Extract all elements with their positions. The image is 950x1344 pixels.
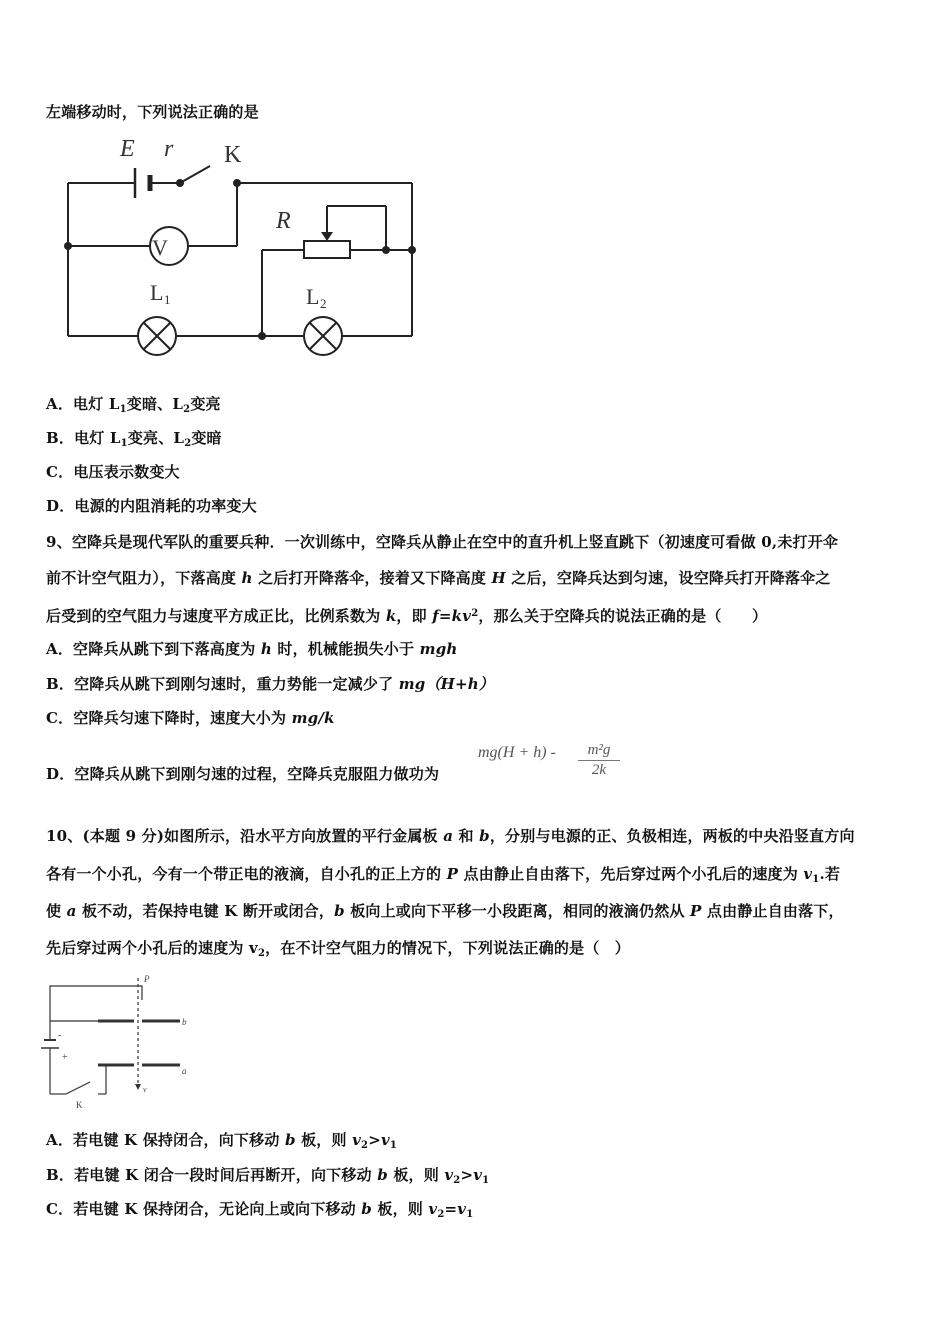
label-b: b bbox=[182, 1017, 187, 1027]
label-plus: + bbox=[62, 1052, 68, 1063]
q9-stem-line2: 前不计空气阻力），下落高度 h 之后打开降落伞，接着又下降高度 H 之后，空降兵达到匀速，设空降兵打开降落伞之 bbox=[46, 569, 831, 587]
label-minus: - bbox=[58, 1030, 62, 1041]
switch-k-blade-2 bbox=[66, 1082, 90, 1094]
q10-stem-line3: 使 a 板不动，若保持电键 K 断开或闭合，b 板向上或向下平移一小段距离，相同的液滴仍然从 P 点由静止自由落下， bbox=[46, 902, 844, 920]
label-l1-sub: 1 bbox=[164, 292, 171, 307]
intro-text: 左端移动时，下列说法正确的是 bbox=[46, 103, 259, 121]
q9-option-b: B．空降兵从跳下到刚匀速时，重力势能一定减少了 mg（H+h） bbox=[46, 675, 495, 693]
capacitor-diagram bbox=[40, 970, 200, 1114]
label-l2: L bbox=[306, 284, 320, 309]
label-v: v bbox=[143, 1085, 147, 1094]
label-p: P bbox=[144, 974, 150, 984]
label-k: K bbox=[224, 142, 242, 168]
q9-option-d-formula: mg(H + h) - bbox=[478, 744, 556, 761]
q9-option-a: A．空降兵从跳下到下落高度为 h 时，机械能损失小于 mgh bbox=[46, 640, 458, 658]
q8-option-b: B．电灯 $L_1$变亮、$L_2$变暗 bbox=[46, 429, 222, 449]
fraction-denominator: 2k bbox=[591, 762, 607, 778]
label-e: E bbox=[120, 136, 135, 162]
q8-option-d: D．电源的内阻消耗的功率变大 bbox=[46, 497, 257, 515]
fraction-numerator: m²g bbox=[578, 742, 620, 761]
q10-option-c: C．若电键 K 保持闭合，无论向上或向下移动 b 板，则 $v_2=v_1$ bbox=[46, 1200, 474, 1220]
q9-option-c: C．空降兵匀速下降时，速度大小为 mg/k bbox=[46, 709, 335, 727]
label-a: a bbox=[182, 1066, 187, 1076]
q10-stem-line4: 先后穿过两个小孔后的速度为 $v_2$，在不计空气阻力的情况下，下列说法正确的是（ ） bbox=[46, 939, 630, 959]
label-r: r bbox=[164, 136, 174, 162]
q9-option-d-fraction bbox=[578, 742, 620, 779]
switch-k-blade bbox=[180, 166, 210, 183]
circuit-diagram bbox=[40, 128, 440, 368]
q8-option-c: C．电压表示数变大 bbox=[46, 463, 180, 481]
q10-stem-line2: 各有一个小孔，今有一个带正电的液滴，自小孔的正上方的 P 点由静止自由落下，先后穿过两个小孔后的速度为 $v_1$.若 bbox=[46, 865, 841, 885]
q8-option-a: A．电灯 $L_1$变暗、$L_2$变亮 bbox=[46, 395, 221, 415]
q9-stem-line1: 9、空降兵是现代军队的重要兵种．一次训练中，空降兵从静止在空中的直升机上竖直跳下（初速度可看做 0,未打开伞 bbox=[46, 533, 839, 551]
q10-option-a: A．若电键 K 保持闭合，向下移动 b 板，则 $v_2>v_1$ bbox=[46, 1131, 398, 1151]
q10-stem-line1: 10、(本题 9 分)如图所示，沿水平方向放置的平行金属板 a 和 b，分别与电源的正、负极相连，两板的中央沿竖直方向 bbox=[46, 827, 855, 845]
q9-stem-line3: 后受到的空气阻力与速度平方成正比，比例系数为 k，即 $f=kv^2$，那么关于空降兵的说法正确的是（ ） bbox=[46, 607, 768, 625]
label-rheostat: R bbox=[276, 208, 291, 234]
label-k2: K bbox=[76, 1100, 83, 1110]
q10-option-b: B．若电键 K 闭合一段时间后再断开，向下移动 b 板，则 $v_2>v_1$ bbox=[46, 1166, 490, 1186]
label-l2-sub: 2 bbox=[320, 296, 327, 311]
label-v: V bbox=[152, 235, 168, 260]
q9-option-d: D．空降兵从跳下到刚匀速的过程，空降兵克服阻力做功为 bbox=[46, 765, 440, 783]
rheostat-body bbox=[304, 241, 350, 258]
label-l1: L bbox=[150, 280, 164, 305]
rheostat-slider-arrow bbox=[321, 232, 333, 241]
